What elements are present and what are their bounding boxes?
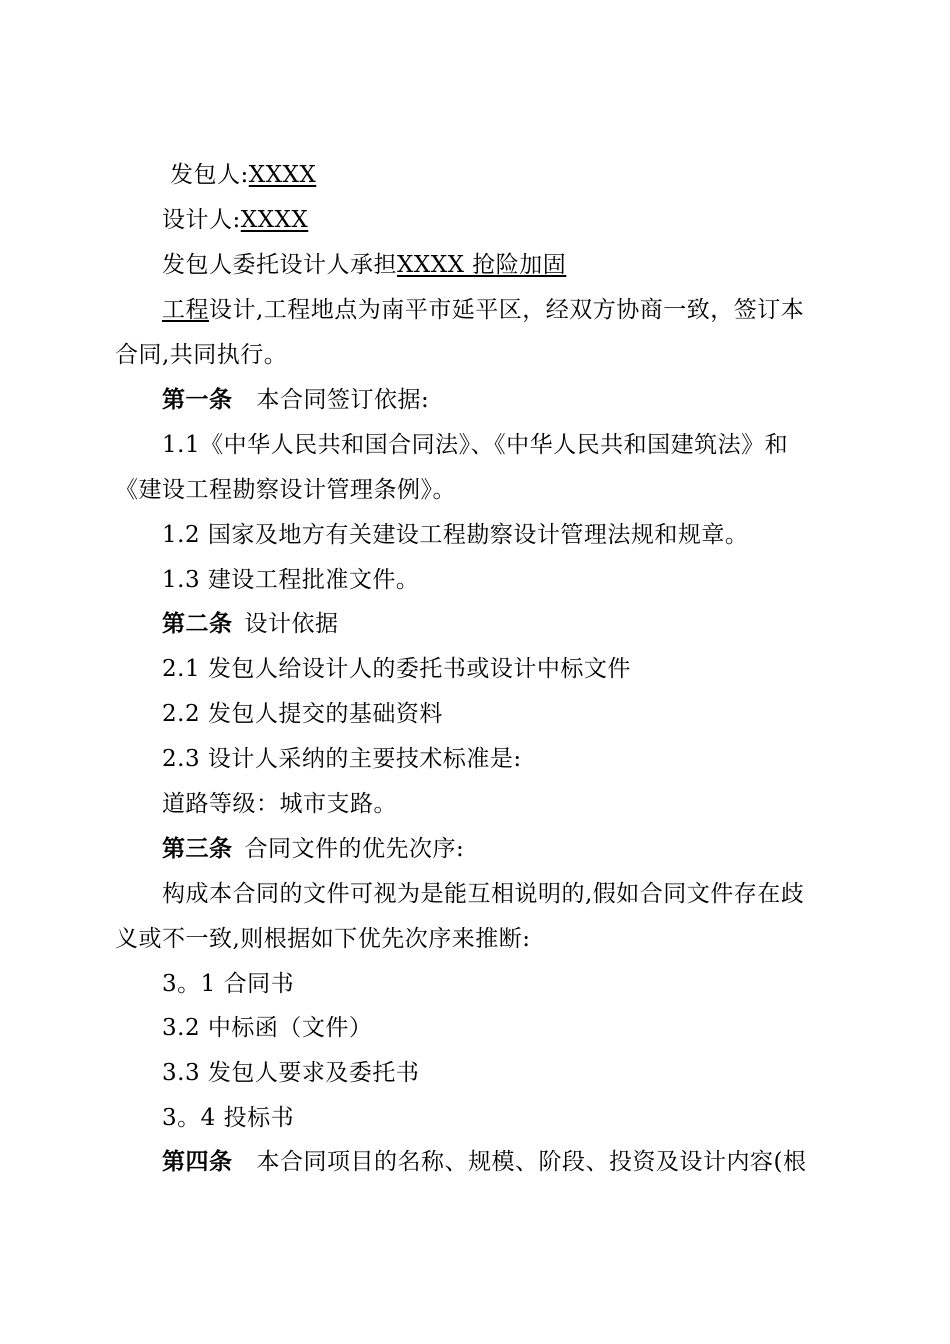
article-1-heading-text: 本合同签订依据: [256,387,430,413]
item-2-2: 2.2 发包人提交的基础资料 [162,701,443,727]
article-1-title: 第一条 [162,387,233,413]
article-3-heading-text: 合同文件的优先次序: [244,836,465,862]
project-name-suffix: 工程 [162,297,209,323]
item-1-1-line-2: 《建设工程勘察设计管理条例》。 [115,477,456,503]
item-1-2: 1.2 国家及地方有关建设工程勘察设计管理法规和规章。 [162,522,749,548]
article-4-heading-text: 本合同项目的名称、规模、阶段、投资及设计内容(根 [256,1149,807,1175]
item-3-2: 3.2 中标函（文件） [162,1015,373,1041]
article-3-heading [162,835,464,863]
intro-line-3: 合同,共同执行。 [115,342,288,368]
intro-line-2 [162,296,804,324]
article-3-para-line-2: 义或不一致,则根据如下优先次序来推断: [115,926,531,952]
item-2-3: 2.3 设计人采纳的主要技术标准是: [162,746,522,772]
article-3-title: 第三条 [162,836,233,862]
article-2-heading [162,610,339,638]
item-2-1: 2.1 发包人给设计人的委托书或设计中标文件 [162,656,631,682]
road-grade: 道路等级：城市支路。 [162,791,397,817]
item-3-3: 3.3 发包人要求及委托书 [162,1060,420,1086]
article-1-heading [162,386,429,414]
article-2-title: 第二条 [162,611,233,637]
article-3-para-line-1: 构成本合同的文件可视为是能互相说明的,假如合同文件存在歧 [162,881,805,907]
designer-line [162,206,308,234]
designer-label: 设计人: [162,207,241,233]
article-4-title: 第四条 [162,1149,233,1175]
employer-name: XXXX [248,162,317,188]
intro-prefix: 发包人委托设计人承担 [162,252,397,278]
article-4-heading [162,1148,806,1176]
employer-line [170,161,316,189]
item-1-3: 1.3 建设工程批准文件。 [162,567,420,593]
item-3-1: 3。1 合同书 [162,971,295,997]
designer-name: XXXX [240,207,309,233]
item-3-4: 3。4 投标书 [162,1105,295,1131]
project-name: XXXX 抢险加固 [397,252,567,278]
article-2-heading-text: 设计依据 [244,611,339,637]
employer-label: 发包人: [170,162,249,188]
item-1-1-line-1: 1.1《中华人民共和国合同法》、《中华人民共和国建筑法》和 [162,432,789,458]
intro-line-1 [162,251,566,279]
intro-location: 设计,工程地点为南平市延平区，经双方协商一致，签订本 [209,297,805,323]
